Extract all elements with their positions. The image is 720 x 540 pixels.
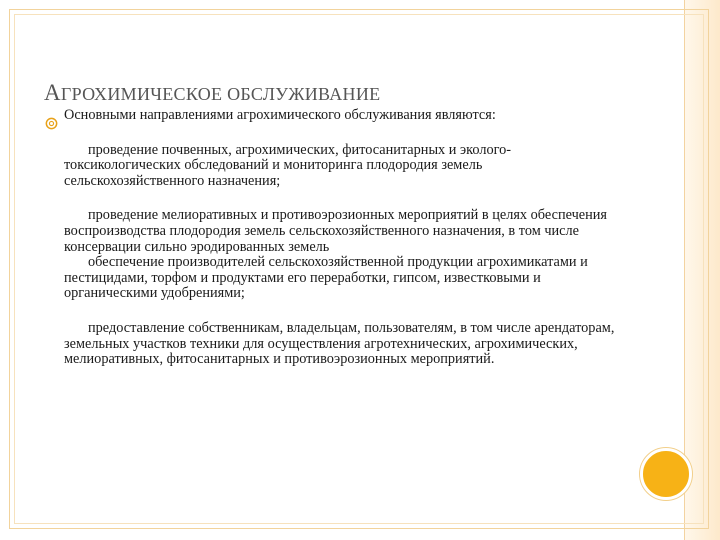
paragraph-4: предоставление собственникам, владельцам, пользователям, в том числе арендаторам, земельных участков техники для осуществления агротехнических, агрохимических, мелиоративных, фитосанитарных и противоэрозионных мероприятий. (64, 319, 615, 368)
intro-text: Основными направлениями агрохимического обслуживания являются: (64, 107, 496, 123)
accent-circle (640, 448, 692, 500)
content (64, 108, 624, 368)
paragraph-2: проведение мелиоративных и противоэрозионных мероприятий в целях обеспечения воспроизводства плодородия земель сельскохозяйственного назначения, в том числе консервации сильно эродированных земель (64, 207, 607, 255)
paragraph-3: обеспечение производителей сельскохозяйственной продукции агрохимикатами и пестицидами, торфом и продуктами его переработки, гипсом, известковыми и органическими удобрениями; (64, 254, 588, 302)
paragraph-1: проведение почвенных, агрохимических, фитосанитарных и эколого-токсикологических обследований и мониторинга плодородия земель сельскохозяйственного назначения; (64, 141, 512, 189)
slide-title (44, 82, 644, 105)
title-rest: ГРОХИМИЧЕСКОЕ ОБСЛУЖИВАНИЕ (60, 84, 381, 104)
bullet-icon (44, 116, 59, 131)
title-first-letter: А (44, 80, 61, 105)
